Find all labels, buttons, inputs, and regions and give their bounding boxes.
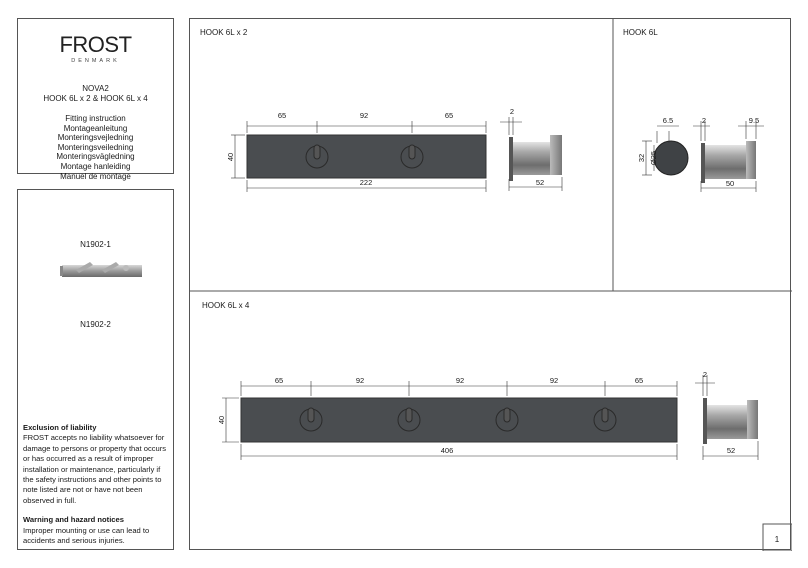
product-line: NOVA2 [82,84,109,93]
instruction-label: Monteringsveiledning [57,142,134,152]
hook-x4-front-view [241,398,677,442]
dim-offset-right: 65 [634,376,644,385]
frost-logo: FROST [59,32,132,57]
dim-height: 40 [226,152,235,162]
liability-notice [23,423,171,546]
instruction-label: Monteringsvägledning [56,152,135,162]
product-panel [17,189,174,550]
dim-spacing: 92 [549,376,559,385]
instruction-label: Fitting instruction [65,114,126,123]
warning-title: Warning and hazard notices [23,515,124,525]
dim-offset-right: 65 [444,111,454,120]
dim-side-depth: 52 [535,178,545,187]
dim-hook-offset: 6.5 [662,116,674,125]
dim-hook-height: 32 [637,153,646,163]
hook-x2-side-view [509,135,562,181]
dim-spacing: 92 [359,111,369,120]
dim-spacing: 92 [355,376,365,385]
instruction-label: Manuel de montage [60,171,131,181]
dim-hook-gap: 2 [701,116,707,125]
instruction-languages [18,114,173,181]
drawing-area [189,18,791,550]
dim-height: 40 [217,415,226,425]
dim-hook-diameter: Ø25 [649,150,658,166]
section-title-hook-x2: HOOK 6L x 2 [200,28,248,37]
section-title-hook-x4: HOOK 6L x 4 [202,301,250,310]
logo-subtitle: DENMARK [71,58,120,64]
technical-drawing [190,19,792,551]
dim-spacing: 92 [455,376,465,385]
warning-text: Improper mounting or use can lead to accidents and serious injuries. [23,525,150,546]
dim-total-length: 222 [359,178,373,187]
liability-title: Exclusion of liability [23,423,97,432]
instruction-label: Montage hanleiding [60,161,131,171]
dim-side-depth: 52 [726,446,736,455]
product-code: N1902-1 [80,240,111,249]
dim-hook-depth: 50 [725,179,735,188]
hook-x2-photo [60,262,142,277]
hook-x4-side-view [703,398,758,444]
section-title-hook: HOOK 6L [623,28,658,37]
hook-x2-front-view [247,135,486,178]
dim-side-gap: 2 [702,370,708,379]
instruction-label: Monteringsvejledning [57,133,134,143]
hook-front-view [654,141,688,175]
title-block [17,18,174,181]
dim-side-gap: 2 [509,107,515,116]
dim-offset-left: 65 [274,376,284,385]
document-title [18,84,173,104]
dim-hook-cap: 9.5 [748,116,760,125]
product-images [18,190,175,390]
dim-total-length: 406 [440,446,454,455]
product-subtitle: HOOK 6L x 2 & HOOK 6L x 4 [43,94,148,103]
page-number: 1 [774,535,780,544]
product-code: N1902-2 [80,320,111,329]
liability-text: FROST accepts no liability whatsoever for damage to persons or property that occurs or has occurred as a result of improper installation or maintenance, particularly if the safety instructions and other points to note listed are not or have not been observed in full. [23,433,167,505]
hook-side-view [701,141,756,183]
instruction-label: Montageanleitung [63,123,128,133]
dim-offset-left: 65 [277,111,287,120]
